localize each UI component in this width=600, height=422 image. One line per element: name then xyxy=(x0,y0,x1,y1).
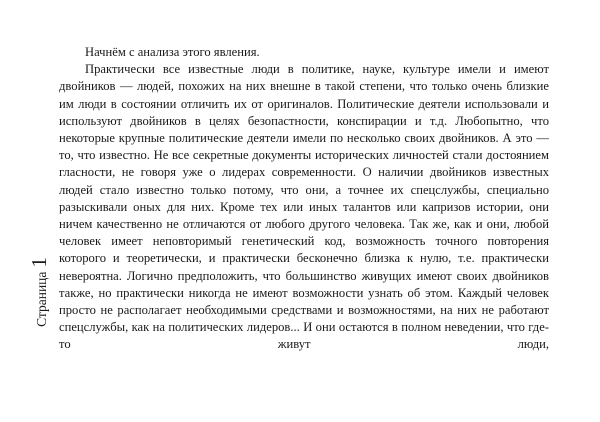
paragraph-intro: Начнём с анализа этого явления. xyxy=(85,45,260,59)
page-number-label: Страница xyxy=(34,271,49,327)
paragraph-main: Практически все известные люди в политике, науке, культуре имели и имеют двойников — людей, похожих на них внешне в такой степени, что только очень близкие им люди в состоянии отличить их от оригиналов. Политические деятели использовали и используют двойников в целях безопастности, конспирации и т.д. Любопытно, что некоторые крупные политические деятели имели по несколько своих двойников. А это — то, что известно. Не все секретные документы исторических личностей стали достоянием гласности, не говоря уже о лидерах современности. О наличии двойников известных людей стало известно только потому, что они, а точнее их спецслужбы, специально разыскивали оных для них. Кроме тех или иных талантов или капризов истории, они ничем качественно не отличаются от любого другого человека. Так же, как и они, любой человек имеет неповторимый генетический код, возможность точного повторения которого и теоретически, и практически бесконечно близка к нулю, т.е. практически невероятна. Логично предположить, что большинство живущих имеют своих двойников также, но практически никогда не имеют возможности узнать об этом. Каждый человек просто не располагает необходимыми средствами и возможностями, на них не работают спецслужбы, как на политических лидеров... И они остаются в полном неведении, что где-то живут люди, xyxy=(59,62,549,352)
page-number-value: 1 xyxy=(27,257,51,268)
body-text xyxy=(59,44,549,354)
